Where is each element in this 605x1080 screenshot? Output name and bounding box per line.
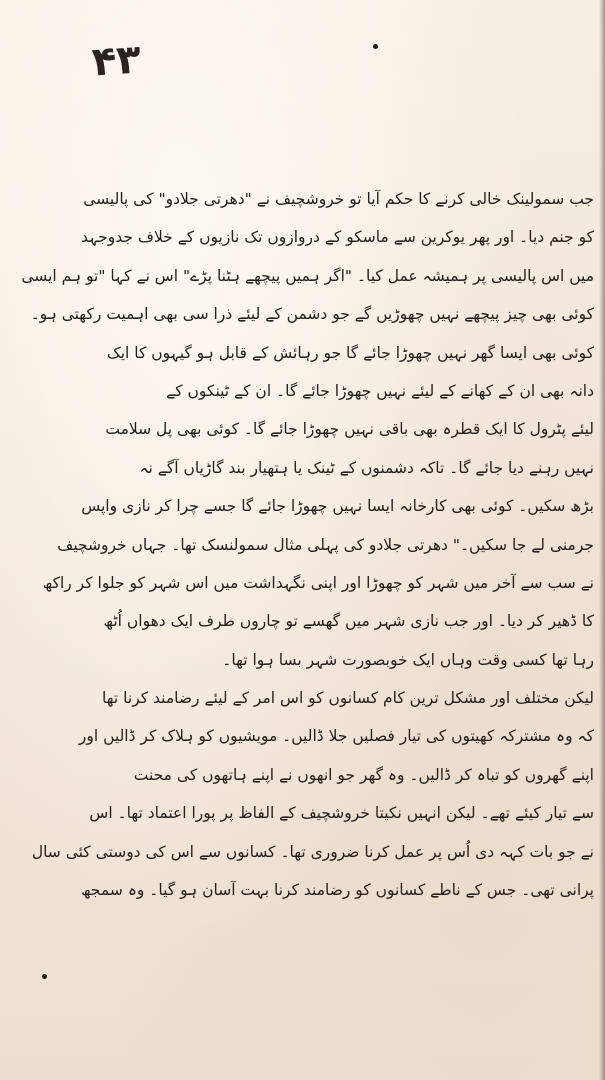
- text-line: لیکن مختلف اور مشکل ترین کام کسانوں کو اس امر کے لیئے رضامند کرنا تھا: [102, 689, 594, 708]
- text-line: دانہ بھی ان کے کھانے کے لیئے نہیں چھوڑا جائے گا۔ ان کے ٹینکوں کے: [166, 381, 594, 400]
- text-line: کوئی بھی چیز پیچھے نہیں چھوڑیں گے جو دشمن کے لیئے ذرا سی بھی اہمیت رکھتی ہو۔: [30, 305, 594, 324]
- text-line: نہیں رہنے دیا جائے گا۔ تاکہ دشمنوں کے ٹینک یا ہتھیار بند گاڑیاں آگے نہ: [139, 458, 594, 477]
- text-line: میں اس پالیسی پر ہمیشہ عمل کیا۔ "اگر ہمیں پیچھے ہٹنا پڑے" اس نے کہا "تو ہم ایسی: [21, 266, 594, 285]
- text-line: رہا تھا کسی وقت وہاں ایک خوبصورت شہر بسا ہوا تھا۔: [222, 650, 594, 669]
- text-line: بڑھ سکیں۔ کوئی بھی کارخانہ ایسا نہیں چھوڑا جائے گا جسے چرا کر نازی واپس: [81, 497, 594, 516]
- text-line: کوئی بھی ایسا گھر نہیں چھوڑا جائے گا جو رہائش کے قابل ہو گیہوں کا ایک: [106, 343, 594, 362]
- body-text: [14, 180, 594, 909]
- text-line: اپنے گھروں کو تباہ کر ڈالیں۔ وہ گھر جو انھوں نے اپنے ہاتھوں کی محنت: [133, 765, 594, 784]
- text-line: لیئے پٹرول کا ایک قطرہ بھی باقی نہیں چھوڑا جائے گا۔ کوئی بھی پل سلامت: [105, 420, 594, 439]
- text-line: جرمنی لے جا سکیں۔" دھرتی جلادو کی پہلی مثال سمولنسک تھا۔ جہاں خروشچیف: [57, 535, 594, 554]
- text-line: کہ وہ مشترکہ کھیتوں کی تیار فصلیں جلا ڈالیں۔ مویشیوں کو ہلاک کر ڈالیں اور: [78, 727, 594, 746]
- ink-dot: [42, 974, 47, 979]
- text-line: نے جو بات کہہ دی اُس پر عمل کرنا ضروری تھا۔ کسانوں سے اس کی دوستی کئی سال: [31, 842, 594, 861]
- page-edge-shadow: [599, 0, 605, 1080]
- text-line: کا ڈھیر کر دیا۔ اور جب نازی شہر میں گھسے تو چاروں طرف ایک دھواں اُٹھ: [103, 612, 594, 631]
- text-line: سے تیار کیئے تھے۔ لیکن انہیں نکیتا خروشچیف کے الفاظ پر پورا اعتماد تھا۔ اس: [89, 804, 594, 823]
- page-number: ۴۳: [90, 36, 143, 86]
- text-line: جب سمولینک خالی کرنے کا حکم آیا تو خروشچیف نے "دھرتی جلادو" کی پالیسی: [83, 190, 594, 208]
- ink-dot: [373, 44, 378, 49]
- text-line: پرانی تھی۔ جس کے ناطے کسانوں کو رضامند کرنا بہت آسان ہو گیا۔ وہ سمجھ: [81, 881, 594, 900]
- text-line: کو جنم دیا۔ اور پھر یوکرین سے ماسکو کے دروازوں تک نازیوں کے خلاف جدوجہد: [80, 228, 594, 247]
- text-line: نے سب سے آخر میں شہر کو چھوڑا اور اپنی نگہداشت میں اس شہر کو جلوا کر راکھ: [42, 573, 594, 592]
